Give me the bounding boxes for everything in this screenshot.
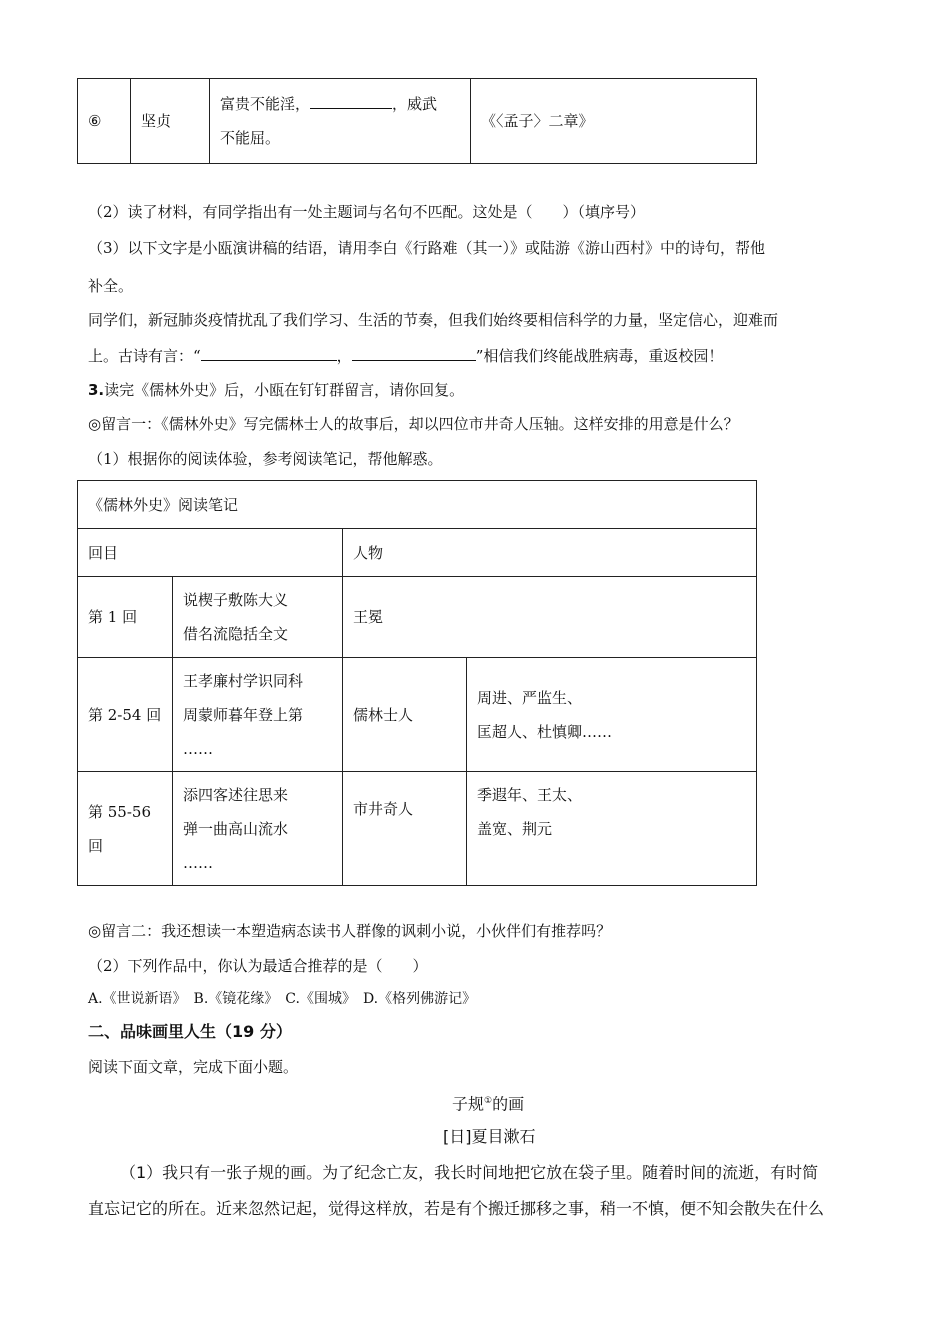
top-table bbox=[77, 78, 757, 164]
speech-part-a: 上。古诗有言：“ bbox=[88, 347, 201, 365]
article-title-b: 的画 bbox=[492, 1094, 525, 1114]
speech-part-c: ”相信我们终能战胜病毒，重返校园！ bbox=[475, 347, 724, 365]
r2-people-1: 周进、严监生、 bbox=[477, 688, 583, 707]
paragraph-1-line1: （1）我只有一张子规的画。为了纪念亡友，我长时间地把它放在袋子里。随着时间的流逝，有时简 bbox=[120, 1163, 819, 1182]
r2-people-2: 匡超人、杜慎卿…… bbox=[477, 722, 613, 741]
r1-title-2: 借名流隐括全文 bbox=[183, 625, 289, 643]
question-3-line2: 补全。 bbox=[88, 277, 134, 295]
article-title-a: 子规 bbox=[452, 1094, 485, 1114]
quote-cell bbox=[210, 79, 471, 164]
r2-title-3: …… bbox=[183, 739, 213, 758]
r3-people-2: 盖宽、荆元 bbox=[477, 820, 553, 838]
r2-group: 儒林士人 bbox=[343, 658, 467, 772]
quote-part-a: 富贵不能淫， bbox=[220, 95, 311, 113]
section-2-heading: 二、品味画里人生（19 分） bbox=[88, 1022, 292, 1041]
section-3-heading bbox=[88, 379, 464, 401]
speech-line2 bbox=[88, 344, 723, 367]
r3-number bbox=[78, 772, 173, 886]
section-3-number: 3. bbox=[88, 381, 105, 399]
fill-blank-2[interactable] bbox=[352, 344, 476, 361]
r2-title-2: 周蒙师暮年登上第 bbox=[183, 705, 304, 724]
answer-options: A.《世说新语》 B.《镜花缘》 C.《围城》 D.《格列佛游记》 bbox=[88, 991, 477, 1007]
question-3-line1: （3）以下文字是小瓯演讲稿的结语，请用李白《行路难（其一）》或陆游《游山西村》中的诗句，帮他 bbox=[88, 239, 766, 257]
r3-group: 市井奇人 bbox=[343, 772, 467, 886]
r2-number: 第 2-54 回 bbox=[78, 658, 173, 772]
quote-part-b: ，威武 bbox=[392, 95, 438, 113]
r1-titles bbox=[173, 577, 343, 658]
sub-question-1: （1）根据你的阅读体验，参考阅读笔记，帮他解惑。 bbox=[88, 450, 443, 468]
r1-number: 第 1 回 bbox=[78, 577, 173, 658]
speech-line1: 同学们，新冠肺炎疫情扰乱了我们学习、生活的节奏，但我们始终要相信科学的力量，坚定信心，迎难而 bbox=[88, 311, 779, 329]
reading-instruction: 阅读下面文章，完成下面小题。 bbox=[88, 1058, 299, 1076]
r2-people bbox=[467, 658, 757, 772]
r3-people bbox=[467, 772, 757, 886]
sub-question-2: （2）下列作品中，你认为最适合推荐的是（ ） bbox=[88, 957, 428, 975]
article-title bbox=[452, 1090, 524, 1115]
footnote-mark: ① bbox=[484, 1096, 493, 1106]
fill-blank-1[interactable] bbox=[201, 344, 337, 361]
reading-notes-table bbox=[77, 480, 757, 886]
article-author: [日]夏目漱石 bbox=[443, 1127, 536, 1146]
r1-title-1: 说楔子敷陈大义 bbox=[183, 591, 289, 609]
theme-word: 坚贞 bbox=[131, 79, 210, 164]
r3-titles bbox=[173, 772, 343, 886]
r3-title-1: 添四客述往思来 bbox=[183, 785, 289, 804]
paragraph-1-line2: 直忘记它的所在。近来忽然记起，觉得这样放，若是有个搬迁挪移之事，稍一不慎，便不知会散失在什么 bbox=[88, 1199, 825, 1218]
r3-number-1: 第 55-56 bbox=[88, 802, 152, 821]
header-renwu: 人物 bbox=[343, 529, 757, 577]
speech-part-b: ， bbox=[336, 347, 352, 365]
notes-title: 《儒林外史》阅读笔记 bbox=[78, 481, 757, 529]
source-cell: 《〈孟子〉二章》 bbox=[471, 79, 757, 164]
message-2: ◎留言二：我还想读一本塑造病态读书人群像的讽刺小说，小伙伴们有推荐吗？ bbox=[88, 922, 612, 940]
r3-people-1: 季遐年、王太、 bbox=[477, 786, 583, 804]
section-3-text: 读完《儒林外史》后，小瓯在钉钉群留言，请你回复。 bbox=[104, 381, 465, 399]
row-number: ⑥ bbox=[78, 79, 131, 164]
message-1: ◎留言一：《儒林外史》写完儒林士人的故事后，却以四位市井奇人压轴。这样安排的用意是什么？ bbox=[88, 415, 739, 433]
quote-part-c: 不能屈。 bbox=[220, 129, 281, 147]
r3-title-3: …… bbox=[183, 853, 213, 872]
question-2: （2）读了材料，有同学指出有一处主题词与名句不匹配。这处是（ ）（填序号） bbox=[88, 203, 646, 221]
r2-titles bbox=[173, 658, 343, 772]
r2-title-1: 王孝廉村学识同科 bbox=[183, 671, 304, 690]
r3-title-2: 弹一曲高山流水 bbox=[183, 819, 289, 838]
fill-blank[interactable] bbox=[310, 92, 392, 109]
header-huimu: 回目 bbox=[78, 529, 343, 577]
r3-number-2: 回 bbox=[88, 836, 104, 855]
r1-person: 王冕 bbox=[343, 577, 757, 658]
